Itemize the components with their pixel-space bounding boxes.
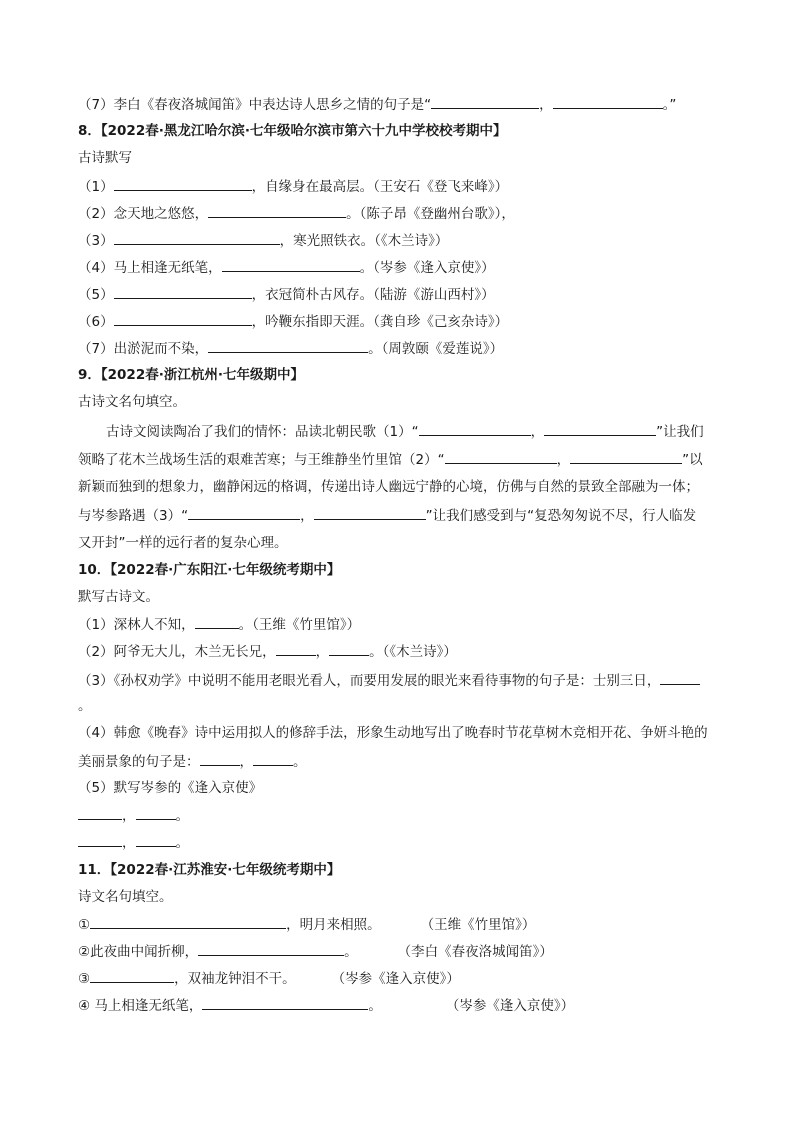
q10-item-4-line-1: （4）韩愈《晚春》诗中运用拟人的修辞手法，形象生动地写出了晚春时节花草树木竞相开花、争妍斗艳的 [78,725,708,741]
q8-item-4: （4）马上相逢无纸笔， 。（岑参《逢入京使》） [78,257,495,278]
answer-blank[interactable] [314,505,426,520]
question-10-header: 10．【2022春·广东阳江·七年级统考期中】 [78,562,341,578]
question-9-title: 古诗文名句填空。 [78,394,186,410]
answer-blank[interactable] [90,914,286,929]
question-11-title: 诗文名句填空。 [78,889,173,905]
q10-item-5: （5）默写岑参的《逢入京使》 [78,780,263,796]
q9-para-line-4: 与岑参路遇（3）“ ， ”让我们感受到与“复恐匆匆说不尽，行人临发 [78,505,696,526]
q8-item-6: （6） ，吟鞭东指即天涯。（龚自珍《己亥杂诗》） [78,311,508,332]
answer-blank[interactable] [78,805,122,820]
answer-blank[interactable] [222,257,360,272]
q10-item-1: （1）深林人不知， 。（王维《竹里馆》） [78,614,360,635]
q7-line [78,94,676,115]
q9-para-line-2: 领略了花木兰战场生活的艰难苦寒；与王维静坐竹里馆（2）“ ， ”以 [78,449,703,470]
q8-item-2: （2）念天地之悠悠， 。（陈子昂《登幽州台歌》）， [78,203,515,224]
q9-para-line-3: 新颖而独到的想象力，幽静闲远的格调，传递出诗人幽远宁静的心境，仿佛与自然的景致全部融为一体； [78,479,699,495]
answer-blank[interactable] [114,311,252,326]
answer-blank[interactable] [445,449,557,464]
q11-item-4: ④ 马上相逢无纸笔， 。 （岑参《逢入京使》） [78,995,574,1016]
answer-blank[interactable] [195,614,239,629]
answer-blank[interactable] [114,230,280,245]
q11-item-3: ③ ，双袖龙钟泪不干。 （岑参《逢入京使》） [78,968,460,989]
q8-item-5: （5） ，衣冠简朴古风存。（陆游《游山西村》） [78,284,495,305]
q9-para-line-5: 又开封”一样的远行者的复杂心理。 [78,535,288,551]
answer-blank[interactable] [198,941,344,956]
answer-blank[interactable] [114,176,252,191]
answer-blank[interactable] [553,94,663,109]
q8-item-1: （1） ，自缘身在最高层。（王安石《登飞来峰》） [78,176,508,197]
answer-blank[interactable] [570,449,682,464]
q9-para-line-1: 古诗文阅读陶冶了我们的情怀：品读北朝民歌（1）“ ， ”让我们 [106,421,704,442]
q8-item-3: （3） ，寒光照铁衣。（《木兰诗》） [78,230,448,251]
answer-blank[interactable] [136,805,176,820]
question-8-title: 古诗默写 [78,150,132,166]
answer-blank[interactable] [188,505,300,520]
answer-blank[interactable] [431,94,539,109]
answer-blank[interactable] [200,751,240,766]
question-11-header: 11．【2022春·江苏淮安·七年级统考期中】 [78,862,341,878]
answer-blank[interactable] [208,203,346,218]
q10-item-5-row-1: ， 。 [78,805,189,826]
answer-blank[interactable] [114,284,252,299]
q8-item-7: （7）出淤泥而不染， 。（周敦颐《爱莲说》） [78,338,503,359]
q11-item-1: ① ，明月来相照。 （王维《竹里馆》） [78,914,535,935]
answer-blank[interactable] [544,421,656,436]
q10-item-5-row-2: ， 。 [78,832,189,853]
q10-item-3-end: 。 [78,698,92,714]
answer-blank[interactable] [419,421,531,436]
q10-item-3: （3）《孙权劝学》中说明不能用老眼光看人，而要用发展的眼光来看待事物的句子是：士别三日， [78,670,700,691]
separator: ， [539,97,553,113]
q7-text: （7）李白《春夜洛城闻笛》中表达诗人思乡之情的句子是“ [78,97,432,113]
answer-blank[interactable] [78,832,122,847]
question-10-title: 默写古诗文。 [78,589,159,605]
q10-item-2: （2）阿爷无大儿，木兰无长兄， ， 。（《木兰诗》） [78,641,457,662]
answer-blank[interactable] [202,995,368,1010]
q11-item-2: ②此夜曲中闻折柳， 。 （李白《春夜洛城闻笛》） [78,941,553,962]
answer-blank[interactable] [90,968,174,983]
q10-item-4-line-2: 美丽景象的句子是： ， 。 [78,751,307,772]
q7-end: 。” [662,97,677,113]
answer-blank[interactable] [276,641,316,656]
answer-blank[interactable] [253,751,293,766]
answer-blank[interactable] [208,338,368,353]
answer-blank[interactable] [660,670,700,685]
question-8-header: 8．【2022春·黑龙江哈尔滨·七年级哈尔滨市第六十九中学校校考期中】 [78,123,507,139]
question-9-header: 9．【2022春·浙江杭州·七年级期中】 [78,367,304,383]
answer-blank[interactable] [136,832,176,847]
answer-blank[interactable] [329,641,369,656]
